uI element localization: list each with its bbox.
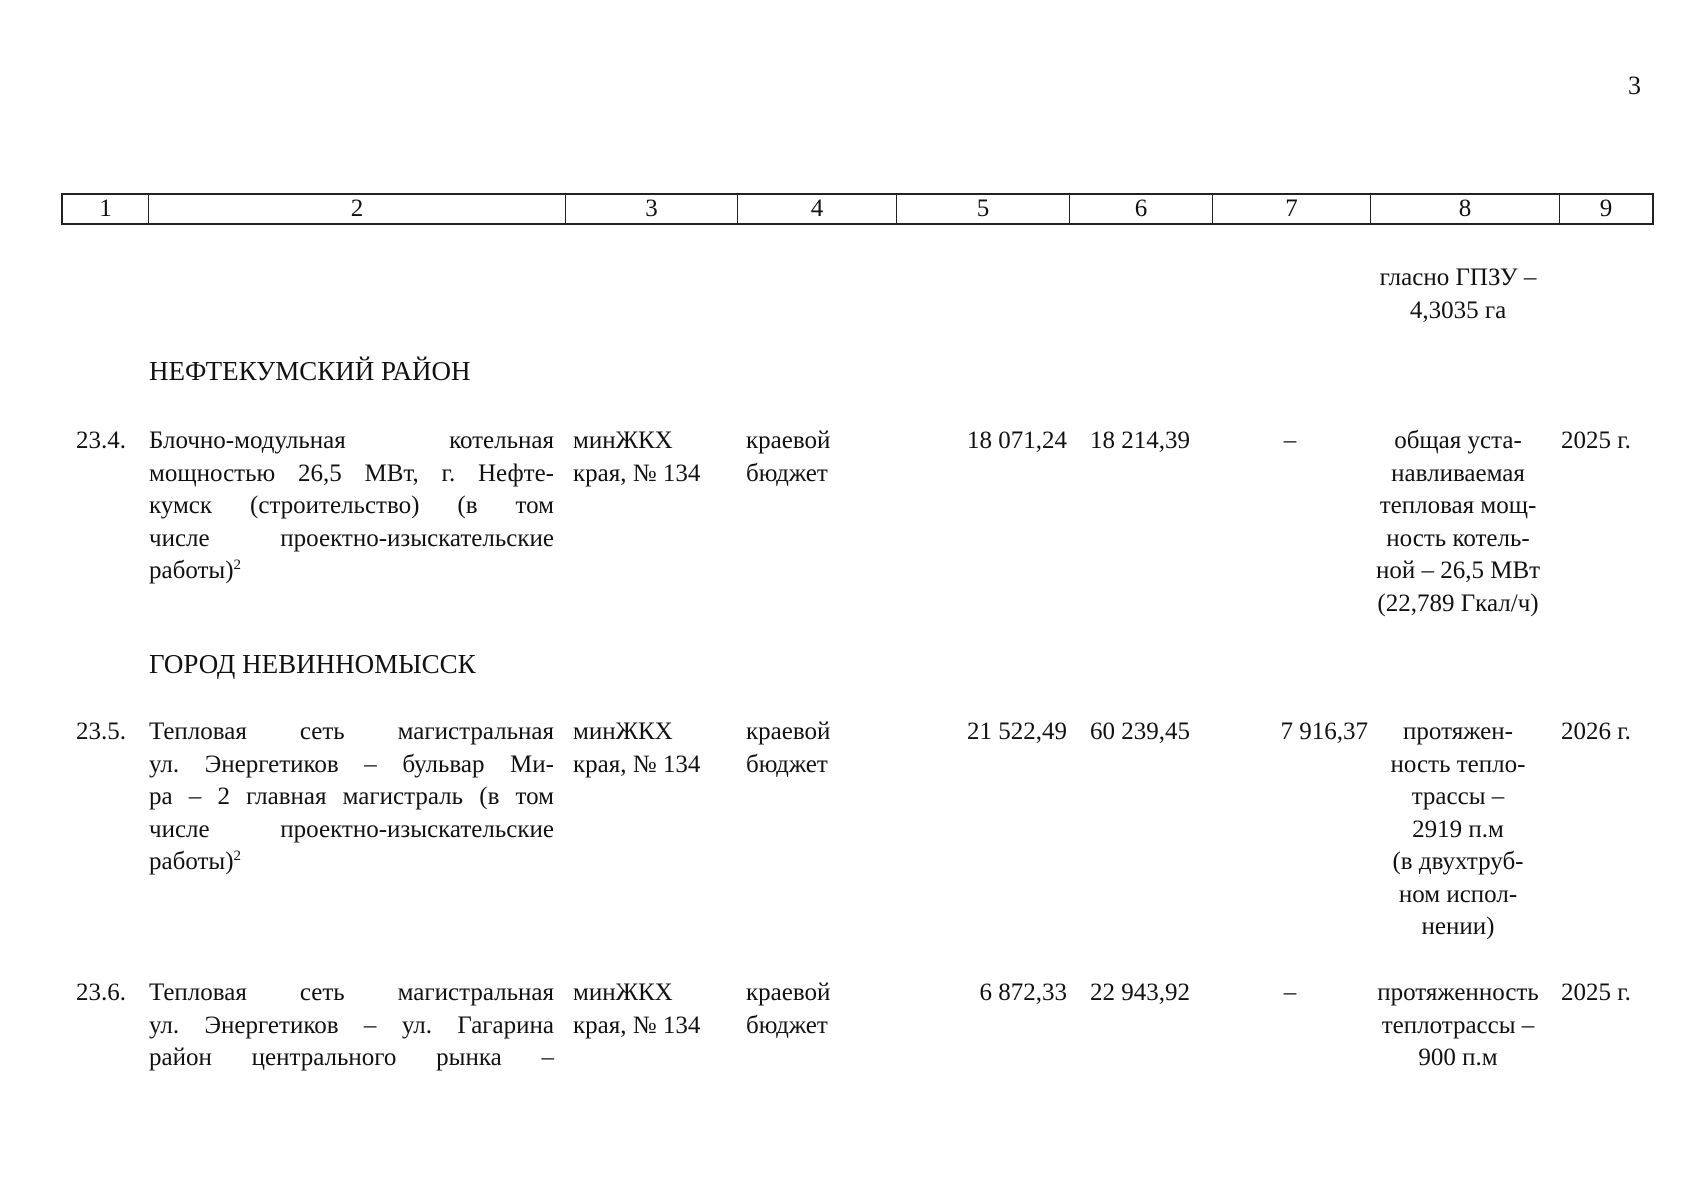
row-source: краевой бюджет (746, 979, 831, 1039)
row-col5: 6 872,33 (979, 979, 1067, 1006)
row-year: 2025 г. (1561, 427, 1631, 454)
row-name-line: Тепловая сеть магистральная (149, 718, 554, 745)
header-cell-7: 7 (1212, 195, 1370, 223)
row-org: минЖКХ края, № 134 (573, 718, 701, 778)
section-title-nevinnomyssk: ГОРОД НЕВИННОМЫССК (149, 649, 476, 679)
row-col6: 22 943,92 (1090, 979, 1190, 1006)
row-col6: 60 239,45 (1090, 718, 1190, 745)
footnote-marker: 2 (233, 557, 242, 573)
row-name-line: числе проектно-изыскательские (149, 815, 554, 843)
header-cell-3: 3 (565, 195, 737, 223)
row-name-line: Блочно-модульная котельная (149, 427, 554, 454)
section-title-neftekumsky: НЕФТЕКУМСКИЙ РАЙОН (149, 356, 471, 386)
row-year: 2026 г. (1561, 718, 1631, 745)
row-name-line: числе проектно-изыскательские (149, 524, 554, 552)
row-name-line: работы) (149, 557, 234, 584)
row-name (149, 977, 554, 1075)
header-cell-1: 1 (99, 195, 112, 222)
row-number: 23.6. (76, 979, 126, 1006)
row-source: краевой бюджет (746, 427, 831, 487)
row-source: краевой бюджет (746, 718, 831, 778)
header-cell-6: 6 (1069, 195, 1212, 223)
row-result: протяжен- ность тепло- трассы – 2919 п.м (в двухтруб- ном испол- нении) (1390, 718, 1526, 940)
row-col5: 21 522,49 (967, 718, 1067, 745)
row-name-line: кумск (строительство) (в том (149, 492, 554, 519)
row-col5: 18 071,24 (967, 427, 1067, 454)
row-col7: – (1283, 427, 1297, 454)
header-cell-5: 5 (896, 195, 1069, 223)
header-cell-9: 9 (1559, 195, 1652, 223)
row-name-line: работы) (149, 848, 234, 875)
row-name-line: мощностью 26,5 МВт, г. Нефте- (149, 459, 554, 487)
column-number-header (61, 193, 1654, 225)
row-name-line: район центрального рынка – (149, 1044, 554, 1071)
header-cell-8: 8 (1370, 195, 1559, 223)
row-number: 23.4. (76, 427, 126, 454)
row-name-line: Тепловая сеть магистральная (149, 979, 554, 1006)
row-name-line: ра – 2 главная магистраль (в том (149, 783, 554, 810)
footnote-marker: 2 (233, 848, 242, 864)
row-result: общая уста- навливаемая тепловая мощ- ность котель- ной – 26,5 МВт (22,789 Гкал/ч) (1375, 427, 1541, 617)
row-name (149, 716, 554, 879)
row-year: 2025 г. (1561, 979, 1631, 1006)
page-number: 3 (1628, 71, 1641, 100)
header-cell-2: 2 (148, 195, 565, 223)
row-col7: 7 916,37 (1280, 718, 1368, 745)
row-org: минЖКХ края, № 134 (573, 979, 701, 1039)
row-col6: 18 214,39 (1090, 427, 1190, 454)
row-org: минЖКХ края, № 134 (573, 427, 701, 487)
row-name-line: ул. Энергетиков – ул. Гагарина (149, 1011, 554, 1039)
row-result: протяженность теплотрассы – 900 п.м (1377, 979, 1539, 1071)
header-cell-4: 4 (737, 195, 896, 223)
row-number: 23.5. (76, 718, 126, 745)
row-col7: – (1283, 979, 1297, 1006)
continuation-result: гласно ГПЗУ – 4,3035 га (1379, 264, 1537, 324)
row-name-line: ул. Энергетиков – бульвар Ми- (149, 750, 554, 778)
row-name (149, 425, 554, 588)
